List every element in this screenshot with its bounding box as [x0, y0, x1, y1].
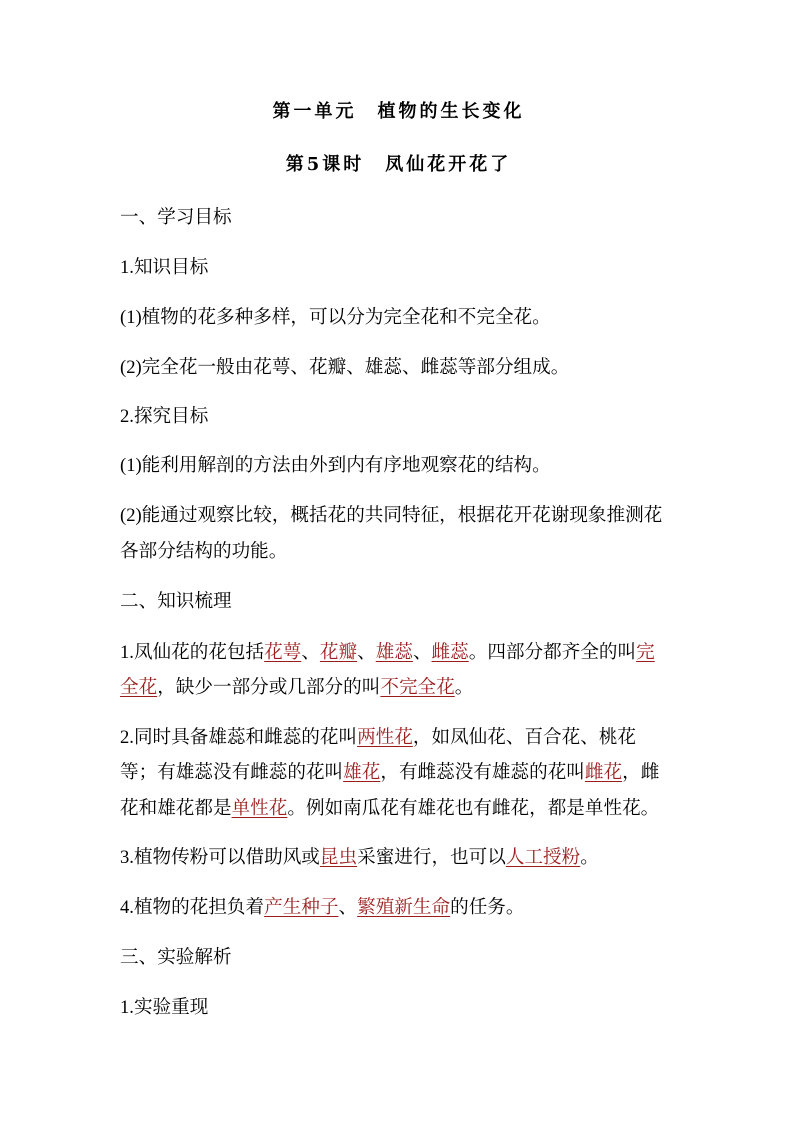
- answer-blank: 两性花: [357, 727, 413, 748]
- objective-item: (1)植物的花多种多样，可以分为完全花和不完全花。: [120, 307, 551, 328]
- review-item-line: [120, 641, 655, 665]
- section-heading: 二、知识梳理: [120, 591, 232, 612]
- review-item-line: [120, 761, 659, 785]
- text-segment: 。: [580, 847, 599, 868]
- text-segment: 、: [357, 642, 376, 663]
- inquiry-objectives-heading: 2.探究目标: [120, 406, 209, 427]
- text-segment: 花和雄花都是: [120, 798, 232, 819]
- text-segment: 2.同时具备雄蕊和雌蕊的花叫: [120, 727, 358, 748]
- answer-blank: 花瓣: [319, 642, 358, 663]
- review-item-line: [120, 676, 473, 700]
- text-segment: 3.植物传粉可以借助风或: [120, 847, 320, 868]
- lesson-title: 第5课时 凤仙花开花了: [285, 154, 512, 175]
- answer-blank: 雄蕊: [375, 642, 413, 663]
- review-item-line: [120, 846, 599, 870]
- objective-item: (1)能利用解剖的方法由外到内有序地观察花的结构。: [120, 455, 551, 476]
- section-heading: 三、实验解析: [120, 947, 232, 968]
- text-segment: ，雌: [622, 762, 660, 783]
- section-heading: 一、学习目标: [120, 207, 232, 228]
- experiment-subheading: 1.实验重现: [120, 997, 209, 1018]
- text-segment: 4.植物的花担负着: [120, 897, 265, 918]
- text-segment: 。例如南瓜花有雄花也有雌花，都是单性花。: [287, 798, 660, 819]
- answer-blank: 完: [636, 642, 655, 663]
- text-segment: 的任务。: [450, 897, 525, 918]
- answer-blank: 繁殖新生命: [357, 897, 451, 918]
- text-segment: 等；有雄蕊没有雌蕊的花叫: [120, 762, 344, 783]
- review-item-line: [120, 896, 524, 920]
- answer-blank: 雄花: [343, 762, 381, 783]
- review-item-line: [120, 797, 659, 821]
- text-segment: 、: [412, 642, 432, 663]
- objective-item-line: 各部分结构的功能。: [120, 541, 288, 562]
- text-segment: 。四部分都齐全的叫: [468, 642, 637, 663]
- answer-blank: 人工授粉: [505, 847, 581, 868]
- text-segment: ，缺少一部分或几部分的叫: [157, 677, 381, 698]
- text-segment: ，有雌蕊没有雄蕊的花叫: [380, 762, 585, 783]
- text-segment: 、: [338, 897, 358, 918]
- answer-blank: 产生种子: [264, 897, 339, 918]
- text-segment: 采蜜进行，也可以: [357, 847, 506, 868]
- text-segment: 。: [454, 677, 474, 698]
- answer-blank: 单性花: [231, 798, 288, 819]
- answer-blank: 雌花: [584, 762, 623, 783]
- answer-blank: 全花: [120, 677, 158, 698]
- answer-blank: 昆虫: [319, 847, 358, 868]
- text-segment: ，如凤仙花、百合花、桃花: [412, 727, 637, 748]
- objective-item: (2)完全花一般由花萼、花瓣、雄蕊、雌蕊等部分组成。: [120, 357, 570, 378]
- text-segment: 1.凤仙花的花包括: [120, 642, 265, 663]
- review-item-line: [120, 726, 636, 750]
- unit-title: 第一单元 植物的生长变化: [272, 101, 525, 122]
- objective-item-line: (2)能通过观察比较，概括花的共同特征，根据花开花谢现象推测花: [120, 505, 663, 526]
- answer-blank: 雌蕊: [431, 642, 469, 663]
- knowledge-objectives-heading: 1.知识目标: [120, 257, 209, 278]
- answer-blank: 不完全花: [380, 677, 455, 698]
- text-segment: 、: [301, 642, 320, 663]
- answer-blank: 花萼: [264, 642, 302, 663]
